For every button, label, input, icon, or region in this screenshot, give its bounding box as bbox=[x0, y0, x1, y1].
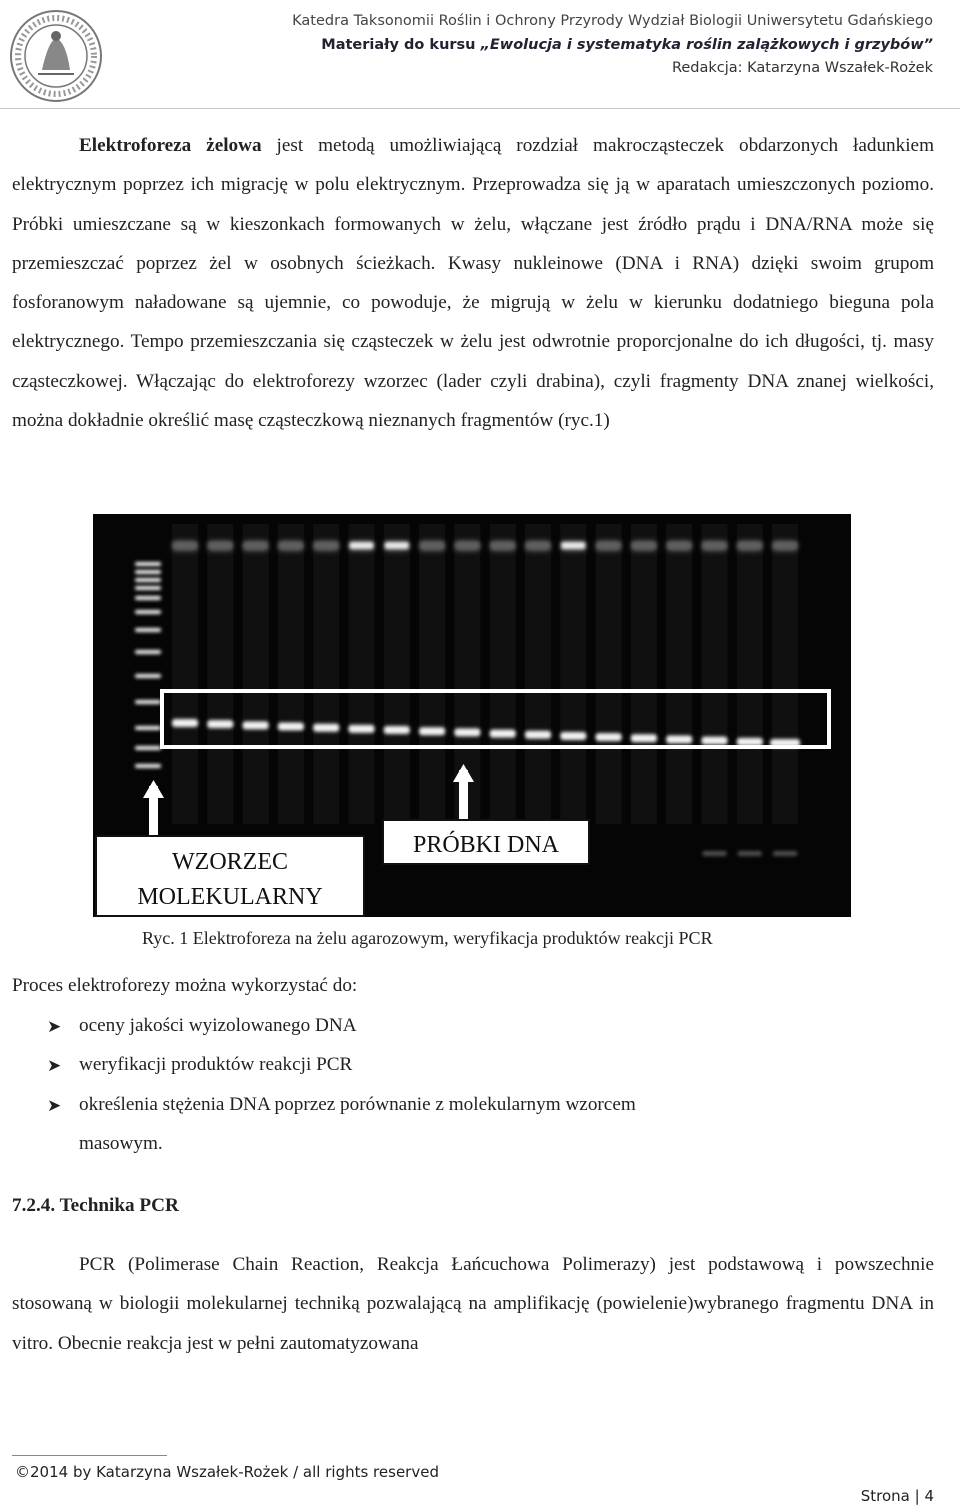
gel-lane bbox=[172, 524, 198, 824]
header-course-prefix: Materiały do kursu bbox=[321, 37, 481, 53]
gel-faint-band bbox=[703, 851, 727, 856]
gel-well-glow bbox=[455, 542, 479, 549]
university-seal-logo bbox=[8, 8, 104, 104]
sample-band bbox=[207, 720, 233, 728]
sample-band bbox=[596, 733, 622, 741]
gel-lane bbox=[278, 524, 304, 824]
gel-lane bbox=[384, 524, 410, 824]
section-heading: 7.2.4. Technika PCR bbox=[12, 1195, 179, 1216]
gel-lane bbox=[666, 524, 692, 824]
ladder-band bbox=[135, 650, 161, 654]
sample-band bbox=[525, 731, 551, 739]
ladder-band bbox=[135, 764, 161, 768]
gel-well-glow bbox=[667, 542, 691, 549]
arrow-bullet-icon: ➤ bbox=[47, 1056, 62, 1075]
gel-well-glow bbox=[420, 542, 444, 549]
gel-lane bbox=[313, 524, 339, 824]
samples-label: PRÓBKI DNA bbox=[412, 832, 560, 858]
footer-copyright: ©2014 by Katarzyna Wszałek-Rożek / all rights reserved bbox=[15, 1463, 439, 1481]
footer-divider bbox=[12, 1455, 167, 1456]
gel-well-glow bbox=[244, 542, 268, 549]
uses-item-continuation: masowym. bbox=[79, 1133, 163, 1154]
gel-lane bbox=[419, 524, 445, 824]
header-department: Katedra Taksonomii Roślin i Ochrony Przyrody Wydział Biologii Uniwersytetu Gdańskiego bbox=[292, 13, 933, 29]
sample-band bbox=[419, 727, 445, 735]
sample-band bbox=[737, 738, 763, 746]
gel-well-glow bbox=[597, 542, 621, 549]
sample-band bbox=[278, 723, 304, 731]
sample-band bbox=[702, 737, 728, 745]
gel-well-glow bbox=[173, 542, 197, 549]
gel-well-glow bbox=[350, 542, 374, 549]
gel-lane bbox=[560, 524, 586, 824]
gel-electrophoresis-image bbox=[93, 514, 851, 917]
intro-text: jest metodą umożliwiającą rozdział makrocząsteczek obdarzonych ładunkiem elektrycznym poprzez ich migrację w polu elektrycznym. Przeprowadza się ją w aparatach umieszczonych poziomo. Próbki umieszczane są w kieszonkach formowanych w żelu, włączane jest źródło prądu i DNA/RNA może się przemieszczać poprzez żel w osobnych ścieżkach. Kwasy nukleinowe (DNA i RNA) dzięki swoim grupom fosforanowym naładowane są ujemnie, co powoduje, że migrują w żelu w kierunku dodatniego bieguna pola elektrycznego. Tempo przemieszczania się cząsteczek w żelu jest odwrotnie proporcjonalne do ich długości, tj. masy cząsteczkowej. Włączając do elektroforezy wzorzec (lader czyli drabina), czyli fragmenty DNA znanej wielkości, można dokładnie określić masę cząsteczkową nieznanych fragmentów (ryc.1) bbox=[12, 135, 934, 432]
ladder-band bbox=[135, 570, 161, 574]
ladder-band bbox=[135, 726, 161, 730]
sample-band bbox=[313, 724, 339, 732]
gel-well-glow bbox=[314, 542, 338, 549]
gel-well-glow bbox=[773, 542, 797, 549]
header-divider bbox=[0, 108, 960, 109]
page-label: Strona bbox=[860, 1487, 910, 1505]
marker-label-line1: WZORZEC bbox=[172, 849, 288, 875]
sample-band bbox=[560, 732, 586, 740]
intro-term: Elektroforeza żelowa bbox=[79, 135, 262, 156]
intro-paragraph bbox=[12, 126, 934, 440]
gel-well-glow bbox=[738, 542, 762, 549]
sample-band bbox=[666, 735, 692, 743]
figure-caption: Ryc. 1 Elektroforeza na żelu agarozowym, weryfikacja produktów reakcji PCR bbox=[142, 928, 713, 948]
gel-lane bbox=[243, 524, 269, 824]
ladder-band bbox=[135, 674, 161, 678]
uses-item: weryfikacji produktów reakcji PCR bbox=[79, 1054, 353, 1075]
sample-band bbox=[243, 721, 269, 729]
ladder-band bbox=[135, 562, 161, 566]
header-course bbox=[321, 37, 933, 53]
gel-lane bbox=[737, 524, 763, 824]
ladder-band bbox=[135, 578, 161, 582]
uses-intro: Proces elektroforezy można wykorzystać do: bbox=[12, 975, 358, 996]
arrow-bullet-icon: ➤ bbox=[47, 1096, 62, 1115]
sample-band bbox=[172, 719, 198, 727]
ladder-band bbox=[135, 700, 161, 704]
gel-lane bbox=[525, 524, 551, 824]
ladder-band bbox=[135, 610, 161, 614]
sample-band bbox=[349, 725, 375, 733]
sample-band bbox=[490, 730, 516, 738]
gel-well-glow bbox=[279, 542, 303, 549]
sample-band bbox=[384, 726, 410, 734]
uses-item: oceny jakości wyizolowanego DNA bbox=[79, 1015, 357, 1036]
page-number-value: 4 bbox=[924, 1487, 934, 1505]
header-course-title: „Ewolucja i systematyka roślin zalążkowych i grzybów” bbox=[480, 37, 933, 53]
gel-faint-band bbox=[773, 851, 797, 856]
gel-well-glow bbox=[491, 542, 515, 549]
arrow-bullet-icon: ➤ bbox=[47, 1017, 62, 1036]
gel-well-glow bbox=[632, 542, 656, 549]
gel-well-glow bbox=[385, 542, 409, 549]
gel-well-glow bbox=[526, 542, 550, 549]
gel-lane bbox=[631, 524, 657, 824]
gel-faint-band bbox=[738, 851, 762, 856]
gel-well-glow bbox=[561, 542, 585, 549]
gel-well-glow bbox=[703, 542, 727, 549]
gel-well-glow bbox=[208, 542, 232, 549]
gel-lane bbox=[596, 524, 622, 824]
uses-item: określenia stężenia DNA poprzez porównanie z molekularnym wzorcem bbox=[79, 1094, 636, 1115]
gel-lane bbox=[207, 524, 233, 824]
marker-label-line2: MOLEKULARNY bbox=[137, 884, 323, 910]
sample-band bbox=[454, 728, 480, 736]
ladder-band bbox=[135, 596, 161, 600]
gel-lane bbox=[772, 524, 798, 824]
gel-lane bbox=[349, 524, 375, 824]
page-number: Strona | 4 bbox=[860, 1487, 934, 1505]
gel-lane bbox=[702, 524, 728, 824]
ladder-band bbox=[135, 746, 161, 750]
pcr-paragraph: PCR (Polimerase Chain Reaction, Reakcja Łańcuchowa Polimerazy) jest podstawową i powszechnie stosowaną w biologii molekularnej techniką pozwalającą na amplifikację (powielenie)wybranego fragmentu DNA in vitro. Obecnie reakcja jest w pełni zautomatyzowana bbox=[12, 1254, 934, 1354]
sample-band bbox=[631, 734, 657, 742]
gel-lane bbox=[490, 524, 516, 824]
header-editor: Redakcja: Katarzyna Wszałek-Rożek bbox=[671, 60, 933, 76]
ladder-band bbox=[135, 586, 161, 590]
ladder-band bbox=[135, 628, 161, 632]
